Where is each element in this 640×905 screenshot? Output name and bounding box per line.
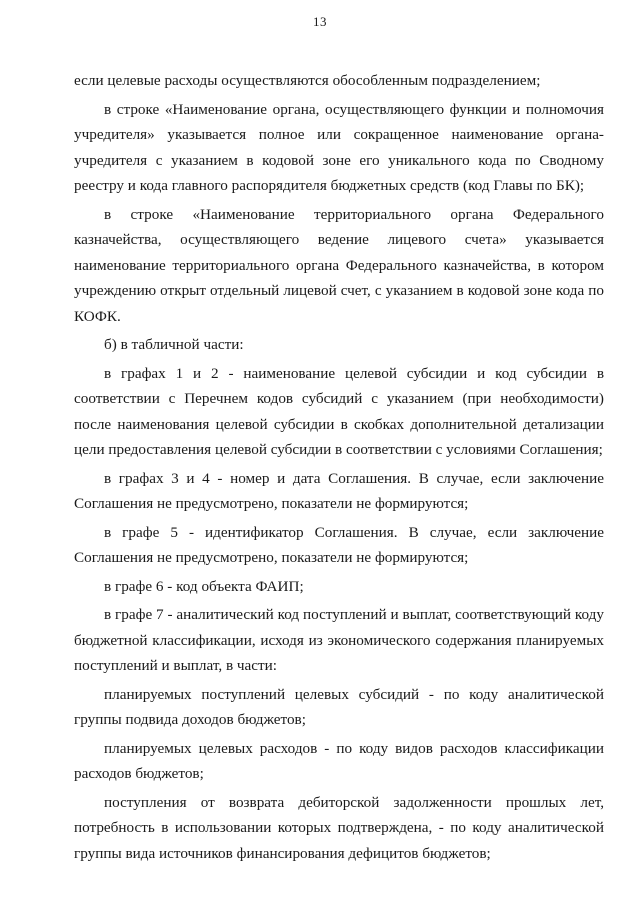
paragraph-receivables-return: поступления от возврата дебиторской задолженности прошлых лет, потребность в использовании которых подтверждена, - по коду аналитической группы вида источников финансирования дефицитов бюджетов;: [74, 793, 604, 862]
document-body: [74, 68, 604, 869]
paragraph-column-5: в графе 5 - идентификатор Соглашения. В случае, если заключение Соглашения не предусмотрено, показатели не формируются;: [74, 523, 604, 566]
paragraph-column-6: в графе 6 - код объекта ФАИП;: [104, 577, 304, 595]
paragraph-column-7: в графе 7 - аналитический код поступлений и выплат, соответствующий коду бюджетной классификации, исходя из экономического содержания планируемых поступлений и выплат, в части:: [74, 606, 604, 674]
page-number: 13: [313, 14, 327, 29]
paragraph-columns-1-2: в графах 1 и 2 - наименование целевой субсидии и код субсидии в соответствии с Перечнем кодов субсидий с указанием (при необходимости) после наименования целевой субсидии в скобках дополнительной детализации цели предоставления целевой субсидии в соответствии с условиями Соглашения;: [74, 364, 604, 458]
paragraph-planned-expenses: планируемых целевых расходов - по коду видов расходов классификации расходов бюджетов;: [74, 739, 604, 782]
paragraph-separate-unit: если целевые расходы осуществляются обособленным подразделением;: [74, 72, 541, 89]
paragraph-planned-receipts: планируемых поступлений целевых субсидий - по коду аналитической группы подвида доходов бюджетов;: [74, 685, 604, 728]
paragraph-treasury-organ: в строке «Наименование территориального органа Федерального казначейства, осуществляющего ведение лицевого счета» указывается наименование территориального органа Федерального казначейства, в котором учреждению открыт отдельный лицевой счет, с указанием в кодовой зоне кода по КОФК.: [74, 205, 604, 325]
paragraph-founder-organ: в строке «Наименование органа, осуществляющего функции и полномочия учредителя» указывается полное или сокращенное наименование органа-учредителя с указанием в кодовой зоне его уникального кода по Сводному реестру и кода главного распорядителя бюджетных средств (код Главы по БК);: [74, 100, 604, 194]
paragraph-table-part-heading: б) в табличной части:: [104, 336, 244, 353]
paragraph-columns-3-4: в графах 3 и 4 - номер и дата Соглашения. В случае, если заключение Соглашения не предусмотрено, показатели не формируются;: [74, 469, 604, 512]
